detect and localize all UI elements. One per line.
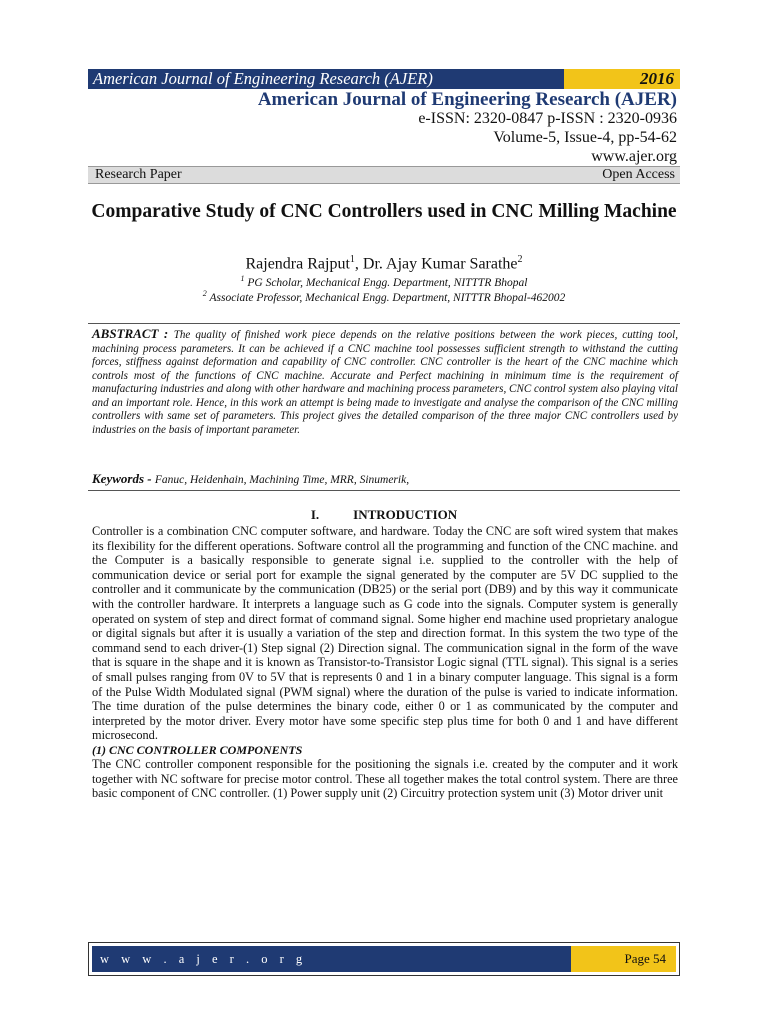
author-line bbox=[88, 254, 680, 273]
keywords-label: Keywords - bbox=[92, 471, 155, 486]
keywords bbox=[92, 471, 678, 487]
author-2: Dr. Ajay Kumar Sarathe bbox=[362, 255, 518, 273]
journal-website-link[interactable]: www.ajer.org bbox=[591, 148, 677, 165]
author-2-mark: 2 bbox=[517, 254, 523, 265]
section-heading-introduction bbox=[88, 507, 680, 523]
paper-type-label: Research Paper bbox=[95, 167, 182, 182]
abstract-bottom-divider bbox=[88, 490, 680, 491]
abstract-top-divider bbox=[88, 323, 680, 324]
subsection-heading: (1) CNC CONTROLLER COMPONENTS bbox=[92, 743, 303, 757]
abstract-label: ABSTRACT : bbox=[92, 326, 174, 341]
journal-title: American Journal of Engineering Research (AJER) bbox=[257, 89, 677, 110]
affiliation-1-text: PG Scholar, Mechanical Engg. Department, NITTTR Bhopal bbox=[244, 276, 528, 289]
keywords-text: Fanuc, Heidenhain, Machining Time, MRR, Sinumerik, bbox=[154, 474, 410, 486]
abstract bbox=[92, 327, 678, 437]
affiliation-2 bbox=[88, 289, 680, 304]
section-number: I. bbox=[310, 507, 320, 522]
affiliation-1 bbox=[88, 274, 680, 289]
journal-header-banner bbox=[88, 69, 680, 89]
components-paragraph: The CNC controller component responsible for the positioning the signals i.e. created by the computer and it work together with NC software for precise motor control. These all together makes the total control system. There are three basic component of CNC controller. (1) Power supply unit (2) Circuitry protection system unit (3) Motor driver unit bbox=[92, 757, 678, 801]
section-title: INTRODUCTION bbox=[353, 507, 458, 522]
affiliation-2-mark: 2 bbox=[202, 289, 207, 298]
footer-website-link[interactable]: w w w . a j e r . o r g bbox=[92, 946, 571, 972]
issn-line: e-ISSN: 2320-0847 p-ISSN : 2320-0936 bbox=[418, 110, 677, 127]
volume-line: Volume-5, Issue-4, pp-54-62 bbox=[493, 129, 677, 146]
author-1: Rajendra Rajput bbox=[245, 255, 350, 273]
author-1-mark: 1 bbox=[349, 254, 355, 265]
affiliation-1-mark: 1 bbox=[240, 274, 245, 283]
page-number: Page 54 bbox=[571, 946, 676, 972]
page-footer bbox=[88, 942, 680, 976]
journal-banner-name: American Journal of Engineering Research (AJER) bbox=[88, 69, 564, 89]
introduction-paragraph: Controller is a combination CNC computer software, and hardware. Today the CNC are soft wired system that makes its flexibility for the different operations. Software control all the programming and function of the CNC machine. and the Computer is a basically responsible to generate signal i.e. supplied to the controller with the help of communication device or serial port for example the signal generated by the computer are 5V DC supplied to the controller and it communicate by the communication (DB25) or the serial port (DB9) and by this way it communicate with the controller hardware. It interprets a language such as G code into the signals. Computer system is generally operated on system of step and direct format of command signal. Some higher end machine used proprietary analogue or digital signals but after it is usually a variation of the step and direction format. In this system the two type of the command send to each driver-(1) Step signal (2) Direction signal. The communication signal in the form of the wave that is square in the shape and it is known as Transistor-to-Transistor Logic signal (TTL signal). This signal is a series of small pulses ranging from 0V to 5V that is represents 0 and 1 in a binary computer language. This signal is a form of the Pulse Width Modulated signal (PWM signal) where the duration of the pulse is varied to indicate information. The time duration of the pulse determines the binary code, either 0 or 1 as communicated by the computer and interpreted by the motor driver. Every motor have some specific step plus time for both 0 and 1 and have different microsecond. bbox=[92, 524, 678, 743]
paper-title: Comparative Study of CNC Controllers used in CNC Milling Machine bbox=[91, 201, 677, 222]
journal-year: 2016 bbox=[564, 69, 680, 89]
open-access-label: Open Access bbox=[602, 167, 675, 182]
paper-type-bar bbox=[88, 166, 680, 184]
affiliation-2-text: Associate Professor, Mechanical Engg. Department, NITTTR Bhopal-462002 bbox=[206, 291, 566, 304]
author-separator: , bbox=[354, 255, 363, 273]
abstract-text: The quality of finished work piece depends on the relative positions between the work pieces, cutting tool, machining process parameters. It can be achieved if a CNC machine tool possesses sufficient strength to withstand the cutting forces, stiffness against deformation and capability of CNC controller. CNC controller is the heart of the CNC machine which controls most of the functions of CNC machine. Accurate and Perfect machining in minimum time is the requirement of manufacturing industries and along with other hardware and machining process parameters, CNC control system also playing vital and an important role. Hence, in this work an attempt is being made to investigate and analyse the comparison of the CNC milling controllers with same set of parameters. This project gives the detailed comparison of the three major CNC controllers used by industries on the basis of important parameter. bbox=[92, 329, 679, 436]
